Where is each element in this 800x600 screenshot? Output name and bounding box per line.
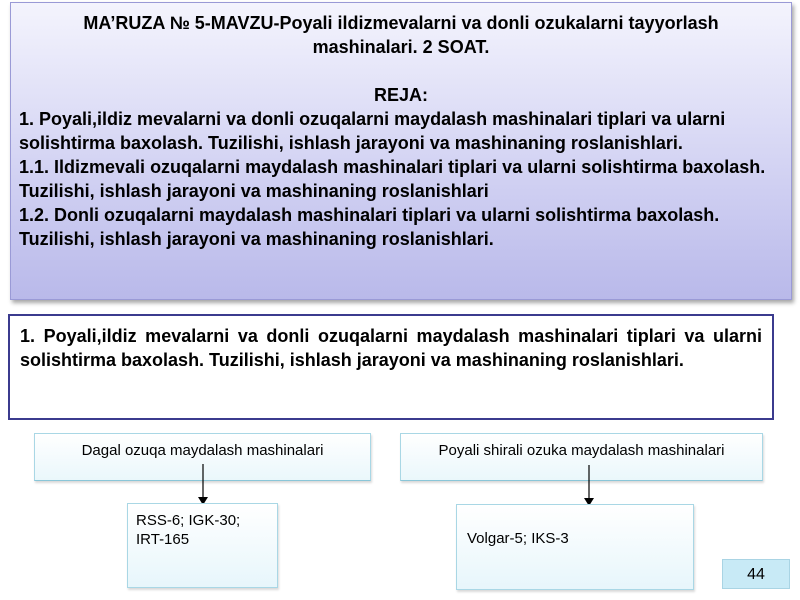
plan-heading: REJA: bbox=[373, 85, 428, 105]
model-line-2: IRT-165 bbox=[136, 531, 190, 548]
arrow-left-icon bbox=[196, 464, 210, 506]
arrow-right-icon bbox=[582, 465, 596, 507]
model-line-right: Volgar-5; IKS-3 bbox=[467, 530, 569, 547]
lecture-title: MA’RUZA № 5-MAVZU-Poyali ildizmevalarni va donli ozukalarni tayyorlash mashinalari. 2 SOAT. bbox=[83, 13, 719, 57]
category-stem-succulent-label: Poyali shirali ozuka maydalash mashinalari bbox=[438, 442, 725, 459]
models-stem-succulent bbox=[456, 504, 694, 590]
models-coarse-feed bbox=[127, 503, 278, 588]
category-coarse-feed-label: Dagal ozuqa maydalash mashinalari bbox=[81, 442, 324, 459]
section-heading-text: 1. Poyali,ildiz mevalarni va donli ozuqalarni maydalash mashinalari tiplari va ularni solishtirma baxolash. Tuzilishi, ishlash jarayoni va mashinaning roslanishlari. bbox=[20, 326, 762, 370]
plan-item-1-1: 1.1. Ildizmevali ozuqalarni maydalash mashinalari tiplari va ularni solishtirma baxolash. Tuzilishi, ishlash jarayoni va mashinaning roslanishlari bbox=[19, 157, 766, 201]
plan-item-1: 1. Poyali,ildiz mevalarni va donli ozuqalarni maydalash mashinalari tiplari va ularni solishtirma baxolash. Tuzilishi, ishlash jarayoni va mashinaning roslanishlari. bbox=[19, 109, 726, 153]
plan-item-1-2: 1.2. Donli ozuqalarni maydalash mashinalari tiplari va ularni solishtirma baxolash. Tuzilishi, ishlash jarayoni va mashinaning roslanishlari. bbox=[19, 205, 720, 249]
plan-panel bbox=[10, 2, 792, 300]
page-number: 44 bbox=[722, 559, 790, 589]
section-heading-box bbox=[8, 314, 774, 420]
model-line-1: RSS-6; IGK-30; bbox=[136, 512, 241, 529]
